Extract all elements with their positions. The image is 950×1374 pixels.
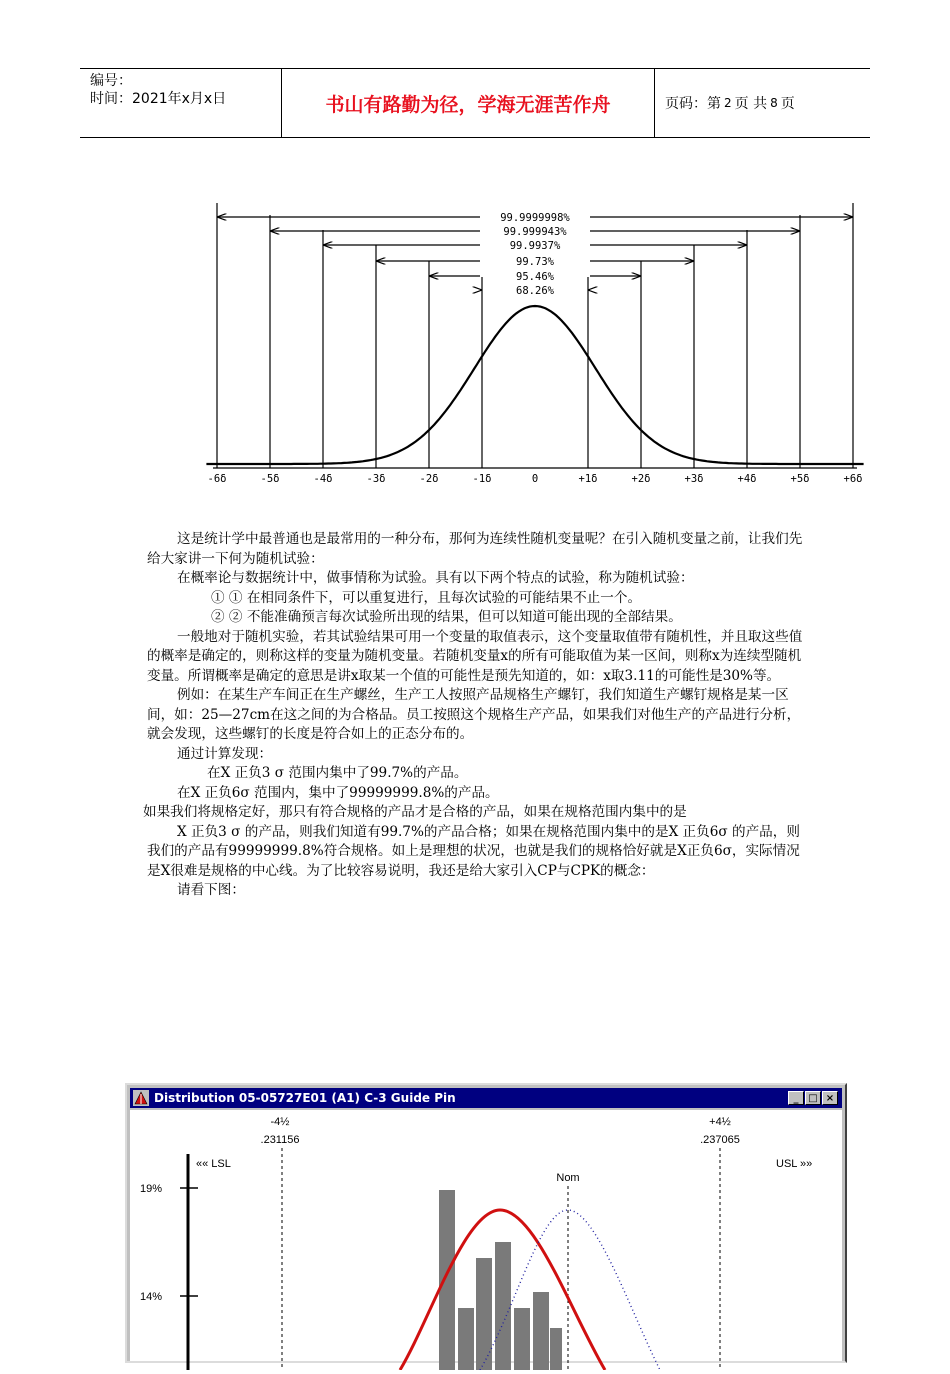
app-icon <box>133 1090 149 1106</box>
page-prefix: 页码：第 <box>665 96 721 112</box>
usl-value-label: .237065 <box>700 1134 740 1146</box>
percent-label: 99.73% <box>516 256 554 268</box>
histogram-bar <box>495 1242 511 1370</box>
paragraph: 在X 正负3 σ 范围内集中了99.7%的产品。 <box>207 765 468 781</box>
percent-label: 99.9937% <box>509 240 561 252</box>
histogram-bar <box>550 1328 562 1370</box>
page-current: 2 <box>724 96 732 110</box>
sigma-axis-label: -6δ <box>207 473 227 485</box>
sigma-axis-label: +3δ <box>684 473 704 485</box>
page-suffix: 页 <box>780 96 795 112</box>
list-item: ② ② 不能准确预言每次试验所出现的结果，但可以知道可能出现的全部结果。 <box>211 609 682 625</box>
percent-label: 68.26% <box>516 285 554 297</box>
y-tick-label: 19% <box>140 1183 163 1195</box>
document-header <box>80 68 870 138</box>
distribution-window <box>125 1083 847 1363</box>
sigma-axis-label: -5δ <box>260 473 280 485</box>
page-mid: 页 共 <box>734 96 768 112</box>
y-tick-label: 14% <box>140 1291 163 1303</box>
paragraph: X 正负3 σ 的产品，则我们知道有99.7%的产品合格；如果在规格范围内集中的是X 正负6σ 的产品，则我们的产品有99999999.8%符合规格。如上是理想的状况，也就是我们的规格恰好就是X正负6σ，实际情况是X很难是规格的中心线。为了比较容易说明，我还是给大家引入CP与CPK的概念： <box>147 823 800 879</box>
distribution-chart <box>130 1110 844 1370</box>
lsl-value-label: .231156 <box>260 1134 300 1146</box>
minimize-button[interactable]: _ <box>788 1091 804 1105</box>
nom-label: Nom <box>556 1172 580 1184</box>
window-body <box>130 1110 842 1361</box>
maximize-button[interactable]: □ <box>805 1091 821 1105</box>
percent-label: 99.999943% <box>503 226 567 238</box>
header-left-cell <box>80 69 282 137</box>
usl-sigma-label: +4½ <box>709 1116 731 1128</box>
histogram-bar <box>439 1190 455 1370</box>
close-button[interactable]: × <box>822 1091 838 1105</box>
histogram-bar <box>476 1258 492 1370</box>
percent-label: 95.46% <box>516 271 554 283</box>
sigma-axis-label: -1δ <box>472 473 492 485</box>
lsl-sigma-label: -4½ <box>270 1116 290 1128</box>
percent-label: 99.9999998% <box>500 212 570 224</box>
sigma-axis-label: +2δ <box>631 473 651 485</box>
paragraph: 这是统计学中最普通也是最常用的一种分布，那何为连续性随机变量呢？在引入随机变量之前，让我们先给大家讲一下何为随机试验： <box>147 531 803 567</box>
sigma-axis-label: -2δ <box>419 473 439 485</box>
paragraph: 在X 正负6σ 范围内，集中了99999999.8%的产品。 <box>177 784 499 801</box>
paragraph: 例如：在某生产车间正在生产螺丝，生产工人按照产品规格生产螺钉，我们知道生产螺钉规格是某一区间，如：25—27cm在这之间的为合格品。员工按照这个规格生产产品，如果我们对他生产的产品进行分析，就会发现，这些螺钉的长度是符合如上的正态分布的。 <box>147 687 801 742</box>
body-text <box>143 530 807 901</box>
number-label: 编号： <box>90 73 132 89</box>
sigma-axis-label: +5δ <box>790 473 810 485</box>
window-titlebar[interactable] <box>130 1088 842 1108</box>
window-title: Distribution 05-05727E01 (A1) C-3 Guide Pin <box>154 1091 456 1105</box>
sigma-axis-label: -3δ <box>366 473 386 485</box>
sigma-axis-label: +4δ <box>737 473 757 485</box>
normal-distribution-figure <box>195 195 875 495</box>
page-total: 8 <box>770 96 778 110</box>
page-indicator <box>665 69 795 137</box>
histogram-bar <box>533 1292 549 1370</box>
motto: 书山有路勤为径，学海无涯苦作舟 <box>282 69 655 137</box>
histogram-bar <box>458 1308 474 1370</box>
histogram-bars <box>439 1190 562 1370</box>
sigma-axis-label: +1δ <box>578 473 598 485</box>
sigma-axis-label: 0 <box>531 473 539 485</box>
paragraph: 如果我们将规格定好，那只有符合规格的产品才是合格的产品，如果在规格范围内集中的是 <box>143 804 687 820</box>
sigma-axis-label: +6δ <box>843 473 863 485</box>
list-item: ① ① 在相同条件下，可以重复进行，且每次试验的可能结果不止一个。 <box>211 589 642 606</box>
lsl-label: «« LSL <box>196 1158 231 1170</box>
paragraph: 请看下图： <box>177 882 245 898</box>
histogram-bar <box>514 1308 530 1370</box>
date-label: 时间：2021年x月x日 <box>90 91 227 107</box>
paragraph: 通过计算发现： <box>177 745 273 762</box>
paragraph: 在概率论与数据统计中，做事情称为试验。具有以下两个特点的试验，称为随机试验： <box>177 570 694 586</box>
paragraph: 一般地对于随机实验，若其试验结果可用一个变量的取值表示，这个变量取值带有随机性，并且取这些值的概率是确定的，则称这样的变量为随机变量。若随机变量x的所有可能取值为某一区间，则称x为连续型随机变量。所谓概率是确定的意思是讲x取某一个值的可能性是预先知道的，如：x取3.11的可能性是30%等。 <box>147 628 803 684</box>
usl-label: USL »» <box>776 1158 813 1170</box>
sigma-axis-label: -4δ <box>313 473 333 485</box>
bell-curve <box>206 306 863 464</box>
